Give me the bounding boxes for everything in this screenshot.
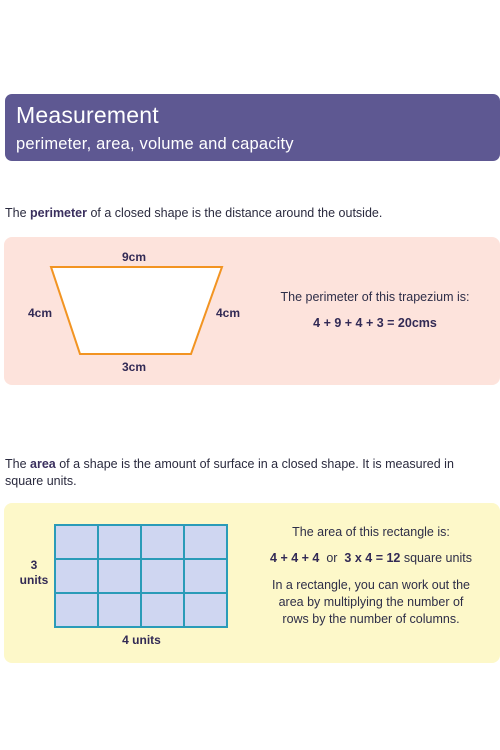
area-definition [5,456,475,490]
grid-bottom-label: 4 units [122,633,161,647]
grid-side-label [14,558,54,588]
area-intro-text: The [5,457,31,471]
perimeter-caption: The perimeter of this trapezium is: [280,290,470,304]
page-subtitle: perimeter, area, volume and capacity [16,135,294,153]
trapezium-top-label: 9cm [121,250,147,264]
area-term: area [30,457,56,471]
area-panel [4,503,500,663]
trapezium-shape [51,267,222,354]
perimeter-intro-rest: of a closed shape is the distance around the outside. [87,206,383,220]
grid-side-label-number: 3 [30,558,38,572]
section-header [5,94,500,161]
trapezium-bottom-label: 3cm [121,360,147,374]
area-caption: The area of this rectangle is: [292,525,450,539]
area-equation [248,551,494,565]
area-eq-multiplication: 3 x 4 = 12 [344,551,401,565]
trapezium-left-label: 4cm [27,306,53,320]
area-eq-or: or [326,551,338,565]
area-eq-units: square units [403,551,472,565]
trapezium-right-label: 4cm [215,306,241,320]
area-eq-addition: 4 + 4 + 4 [270,551,320,565]
page-title: Measurement [16,102,159,128]
perimeter-equation: 4 + 9 + 4 + 3 = 20cms [313,316,437,330]
area-explanation-line-2: area by multiplying the number of [278,595,464,609]
area-explanation-line-3: rows by the number of columns. [282,612,460,626]
area-explanation-line-1: In a rectangle, you can work out the [271,578,471,592]
grid-side-label-units: units [19,573,49,587]
perimeter-intro-text: The [5,206,31,220]
perimeter-definition [5,205,495,222]
trapezium-diagram [4,237,500,385]
area-explanation [248,577,494,628]
perimeter-panel [4,237,500,385]
perimeter-term: perimeter [30,206,87,220]
area-intro-rest: of a shape is the amount of surface in a closed shape. It is measured in square units. [5,457,454,488]
